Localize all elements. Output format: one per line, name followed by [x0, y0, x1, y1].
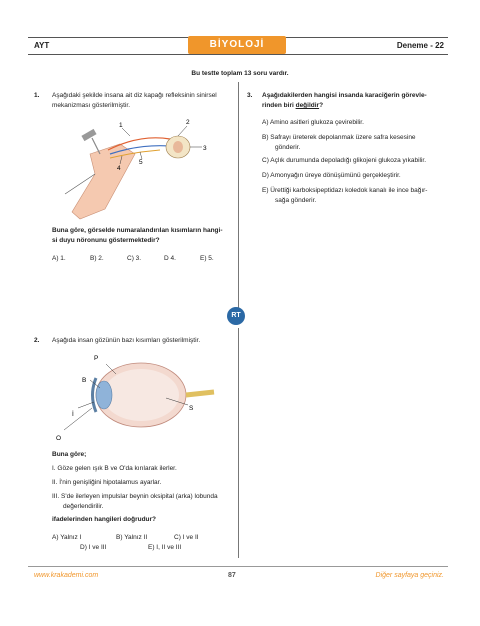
optic-nerve	[186, 392, 214, 395]
fig-label-O: O	[56, 435, 62, 442]
q2-option-d[interactable]: D) I ve III	[80, 544, 107, 551]
q1-option-e[interactable]: E) 5.	[200, 255, 214, 262]
footer-next-page: Diğer sayfaya geçiniz.	[375, 572, 444, 579]
fig-label-B: B	[82, 377, 87, 384]
fig-label-P: P	[94, 355, 99, 362]
fig-label-4: 4	[117, 165, 121, 172]
q2-ask: ifadelerinden hangileri doğrudur?	[52, 516, 157, 523]
q2-statement-3-cont: değerlendirilir.	[63, 503, 104, 510]
exam-number: Deneme - 22	[396, 41, 444, 50]
q1-option-d[interactable]: D 4.	[164, 255, 176, 262]
q1-option-c[interactable]: C) 3.	[127, 255, 142, 262]
leg-shape	[72, 144, 135, 219]
footer-website[interactable]: www.krakademi.com	[34, 572, 99, 579]
q3-number: 3.	[247, 92, 253, 99]
subject-badge	[188, 36, 286, 54]
q2-statement-3: III. S'de ilerleyen impulslar beynin oksipital (arka) lobunda	[52, 493, 218, 500]
publisher-logo: RT	[227, 307, 245, 325]
q3-stem-negation: değildir	[295, 102, 320, 109]
fig-label-5: 5	[139, 159, 143, 166]
footer-line	[28, 566, 448, 567]
q3-option-e-cont: sağa gönderir.	[275, 197, 317, 204]
reflex-figure	[60, 114, 230, 224]
q2-statement-2: II. İ'nin genişliğini hipotalamus ayarlar.	[52, 479, 162, 486]
q2-option-c[interactable]: C) I ve II	[174, 534, 199, 541]
q3-stem-part-a: rinden biri	[262, 102, 296, 109]
q3-option-d[interactable]: D) Amonyağın üreye dönüşümünü gerçekleştirir.	[262, 172, 401, 179]
exam-type: AYT	[34, 41, 50, 50]
fig-label-3: 3	[203, 145, 207, 152]
q3-stem-part-c: ?	[319, 102, 324, 109]
q3-stem-line2	[262, 101, 323, 111]
q3-option-e[interactable]: E) Ürettiği karboksipeptidazı koledok kanalı ile ince bağır-	[262, 187, 428, 194]
q2-option-b[interactable]: B) Yalnız II	[116, 534, 148, 541]
q3-option-b-cont: gönderir.	[275, 144, 301, 151]
q3-option-b[interactable]: B) Safrayı üreterek depolanmak üzere safra kesesine	[262, 134, 416, 141]
q2-option-e[interactable]: E) I, II ve III	[148, 544, 182, 551]
q1-option-b[interactable]: B) 2.	[90, 255, 104, 262]
test-note: Bu testte toplam 13 soru vardır.	[191, 70, 289, 77]
q3-option-a[interactable]: A) Amino asitleri glukoza çevirebilir.	[262, 119, 364, 126]
q2-number: 2.	[34, 337, 40, 344]
q3-option-c[interactable]: C) Açlık durumunda depoladığı glikojeni glukoza yıkabilir.	[262, 157, 427, 164]
fig-label-S: S	[189, 405, 194, 412]
subject-title: BİYOLOJİ	[209, 39, 265, 50]
q1-stem-line2: mekanizması gösterilmiştir.	[52, 102, 131, 109]
lens	[96, 381, 112, 409]
column-divider-lower	[238, 328, 239, 558]
q1-stem-line1: Aşağıdaki şekilde insana ait diz kapağı refleksinin sinirsel	[52, 92, 217, 99]
q1-ask-line2: si duyu nöronunu göstermektedir?	[52, 237, 160, 244]
eye-figure	[56, 350, 216, 442]
q3-stem-line1: Aşağıdakilerden hangisi insanda karaciğerin görevle-	[262, 92, 427, 99]
q1-ask-line1: Buna göre, görselde numaralandırılan kısımların hangi-	[52, 227, 223, 234]
q1-option-a[interactable]: A) 1.	[52, 255, 66, 262]
q1-number: 1.	[34, 92, 40, 99]
q2-option-a[interactable]: A) Yalnız I	[52, 534, 82, 541]
reflex-hammer	[81, 129, 96, 141]
page-number: 87	[228, 572, 236, 579]
q2-lead: Buna göre;	[52, 451, 87, 458]
fig-label-1: 1	[119, 122, 123, 129]
fig-label-I: İ	[72, 411, 74, 418]
column-divider	[238, 82, 239, 318]
fig-label-2: 2	[186, 119, 190, 126]
q2-statement-1: I. Göze gelen ışık B ve O'da kırılarak ilerler.	[52, 465, 177, 472]
q2-stem: Aşağıda insan gözünün bazı kısımları gösterilmiştir.	[52, 337, 201, 344]
